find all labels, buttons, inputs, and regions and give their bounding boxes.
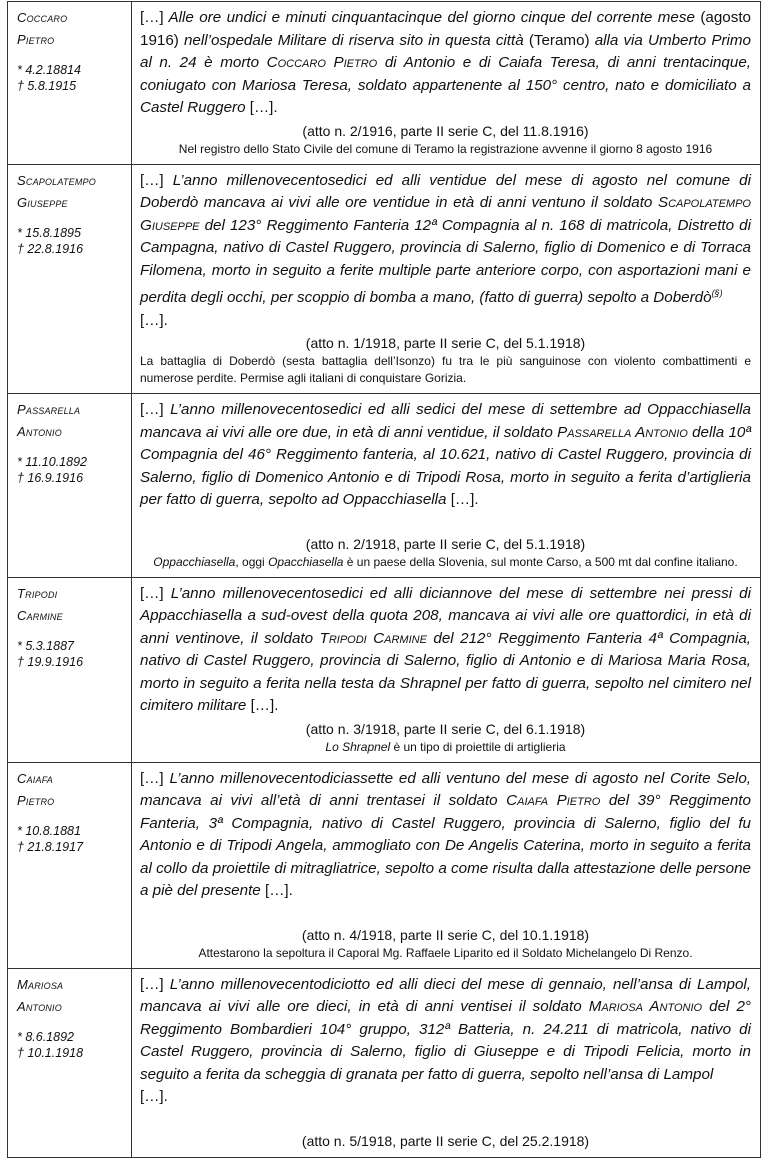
- text-segment: L’anno millenovecentosedici ed alli sedici del mese di settembre ad Oppacchiasella mancava ai vivi alle ore due, in età di anni ventidue, il soldato: [140, 401, 751, 441]
- act-reference: (atto n. 5/1918, parte II serie C, del 25.2.1918): [301, 1132, 590, 1149]
- surname: Tripodi: [17, 585, 58, 601]
- person-name: [17, 399, 127, 443]
- footnote-text: è un tipo di proiettile di artiglieria: [390, 739, 566, 754]
- record-row: [8, 394, 761, 578]
- ellipsis-open: […]: [140, 975, 164, 993]
- text-segment: L’anno millenovecentodiciassette ed alli ventuno del mese di agosto nel Corite Selo, mancava ai vivi all’età di anni trentasei il soldato: [140, 769, 751, 810]
- person-name: [17, 768, 127, 812]
- soldier-name: Coccaro Pietro: [266, 54, 378, 71]
- birth-date: * 10.8.1881: [17, 823, 81, 838]
- footnote-italic: Lo Shrapnel: [325, 739, 391, 754]
- surname: Caiafa: [17, 770, 53, 786]
- act-reference: (atto n. 2/1918, parte II serie C, del 5.1.1918): [305, 535, 586, 552]
- record-text-cell: [132, 2, 761, 165]
- record-text-cell: [132, 164, 761, 394]
- person-name: [17, 170, 127, 214]
- ellipsis-open: […]: [140, 401, 164, 419]
- text-segment: del 123° Reggimento Fanteria 12ª Compagnia al n. 168 di matricola, Distretto di Campagna, nativo di Castel Ruggero, provincia di Salerno, figlio di Domenico e di Torraca Filomena, morto in seguito a ferite multiple parte anteriore corpo, con asportazioni mani e perdita degli occhi, per scoppio di bomba a mano, (fatto di guerra) sepolto a Doberdò: [140, 216, 751, 307]
- act-reference: (atto n. 4/1918, parte II serie C, del 10.1.1918): [301, 926, 590, 943]
- record-row: [8, 968, 761, 1157]
- act-reference: (atto n. 2/1916, parte II serie C, del 11.8.1916): [302, 122, 589, 139]
- person-cell: [8, 577, 132, 762]
- death-records-table: [7, 1, 761, 1158]
- death-date: † 21.8.1917: [17, 839, 84, 854]
- text-segment: L’anno millenovecentosedici ed alli diciannove del mese di settembre nei pressi di Appacchiasella a sud-ovest della quota 208, mancava ai vivi alle ore quattordici, in età di anni ventinove, il soldato: [140, 584, 751, 647]
- record-text-cell: [132, 762, 761, 968]
- text-segment: L’anno millenovecentodiciotto ed alli dieci del mese di gennaio, nell’ansa di Lampol, mancava ai vivi alle ore dieci, in età di anni ventisei il soldato: [140, 975, 751, 1016]
- given-name: Carmine: [17, 607, 63, 623]
- given-name: Giuseppe: [17, 194, 68, 210]
- soldier-name: Passarella Antonio: [557, 423, 688, 441]
- soldier-name: Caiafa Pietro: [506, 792, 601, 810]
- given-name: Antonio: [17, 424, 62, 440]
- text-segment: Alle ore undici e minuti cinquantacinque del giorno cinque del corrente mese: [163, 9, 701, 26]
- record-text-cell: [132, 394, 761, 578]
- record-row: [8, 577, 761, 762]
- life-dates: [17, 225, 127, 257]
- soldier-name: Tripodi Carmine: [319, 629, 427, 647]
- birth-date: * 5.3.1887: [17, 638, 74, 653]
- act-reference: (atto n. 3/1918, parte II serie C, del 6.1.1918): [305, 720, 586, 737]
- surname: Coccaro: [17, 10, 68, 25]
- death-date: † 19.9.1916: [17, 654, 84, 669]
- death-record-text: [140, 768, 751, 903]
- text-segment: (Teramo): [528, 31, 590, 49]
- ellipsis-close: […].: [250, 697, 279, 715]
- life-dates: [17, 1029, 127, 1061]
- person-cell: [8, 164, 132, 394]
- ellipsis-close: […].: [249, 99, 278, 116]
- ellipsis-close: […].: [140, 1088, 168, 1106]
- ellipsis-open: […]: [140, 9, 164, 26]
- birth-date: * 4.2.18814: [17, 63, 81, 77]
- surname: Scapolatempo: [17, 172, 96, 188]
- life-dates: [17, 823, 127, 855]
- ellipsis-open: […]: [140, 171, 164, 189]
- death-date: † 16.9.1916: [17, 471, 84, 486]
- footnote: [140, 739, 751, 756]
- text-segment: di Antonio e di Caiafa Teresa, di anni trentacinque, coniugato con Mariosa Teresa, soldato appartenente al 150° centro, nato e domiciliato a Castel Ruggero: [140, 54, 751, 116]
- soldier-name: Mariosa Antonio: [588, 998, 703, 1016]
- birth-date: * 11.10.1892: [17, 455, 87, 470]
- text-segment: del 212° Reggimento Fanteria 4ª Compagnia, nativo di Castel Ruggero, provincia di Salerno, figlio di Antonio e di Mariosa Maria Rosa, morto in seguito a ferita nella testa da Shrapnel per fatto di guerra, sepolto nel cimitero nel cimitero militare: [140, 629, 751, 715]
- record-row: [8, 164, 761, 394]
- ellipsis-close: […].: [264, 882, 293, 900]
- life-dates: [17, 638, 127, 670]
- person-name: [17, 7, 127, 51]
- ellipsis-close: […].: [140, 311, 168, 329]
- death-record-text: [140, 7, 751, 120]
- record-text-cell: [132, 968, 761, 1157]
- life-dates: [17, 62, 127, 94]
- death-record-text: [140, 399, 751, 512]
- person-name: [17, 974, 127, 1018]
- text-segment: della 10ª Compagnia del 46° Reggimento fanteria, al 10.621, nativo di Castel Ruggero, provincia di Salerno, figlio di Domenico Antonio e di Tripodi Rosa, morto in seguito a ferita d’artiglieria per fatto di guerra, sepolto ad Oppacchiasella: [140, 423, 751, 509]
- person-cell: [8, 968, 132, 1157]
- footnote-italic: Opacchiasella: [268, 554, 344, 569]
- footnote-marker: (§): [711, 288, 723, 298]
- act-reference: (atto n. 1/1918, parte II serie C, del 5.1.1918): [305, 335, 586, 352]
- death-record-text: [140, 583, 751, 718]
- surname: Mariosa: [17, 976, 64, 992]
- text-segment: L’anno millenovecentosedici ed alli ventidue del mese di agosto nel comune di Doberdò mancava ai vivi alle ore ventidue in età di anni ventuno il soldato: [140, 171, 751, 211]
- text-segment: del 2° Reggimento Bombardieri 104° gruppo, 312ª Batteria, n. 24.211 di matricola, nativo di Castel Ruggero, provincia di Salerno, figlio di Giuseppe e di Tripodi Felicia, morto in seguito a ferita da scheggia di granata per fatto di guerra, sepolto nell’ansa di Lampol: [140, 998, 751, 1083]
- footnote: Nel registro dello Stato Civile del comune di Teramo la registrazione avvenne il giorno 8 agosto 1916: [178, 141, 713, 156]
- record-row: [8, 762, 761, 968]
- given-name: Pietro: [17, 32, 55, 47]
- ellipsis-close: […].: [450, 491, 479, 509]
- surname: Passarella: [17, 402, 81, 418]
- given-name: Pietro: [17, 792, 55, 808]
- death-date: † 10.1.1918: [17, 1045, 84, 1060]
- given-name: Antonio: [17, 998, 62, 1014]
- person-cell: [8, 394, 132, 578]
- death-record-text: [140, 170, 751, 333]
- footnote: Attestarono la sepoltura il Caporal Mg. Raffaele Liparito ed il Soldato Michelangelo Di Renzo.: [198, 945, 693, 960]
- birth-date: * 15.8.1895: [17, 225, 81, 240]
- footnote: La battaglia di Doberdò (sesta battaglia dell’Isonzo) fu tra le più sanguinose con violento combattimenti e numerose perdite. Permise agli italiani di conquistare Gorizia.: [140, 354, 751, 386]
- death-record-text: [140, 974, 751, 1109]
- life-dates: [17, 454, 127, 486]
- person-name: [17, 583, 127, 627]
- death-date: † 22.8.1916: [17, 241, 84, 256]
- footnote-text: è un paese della Slovenia, sul monte Carso, a 500 mt dal confine italiano.: [343, 554, 738, 569]
- record-text-cell: [132, 577, 761, 762]
- text-segment: nell’ospedale Militare di riserva sito in questa città: [178, 31, 529, 49]
- text-segment: alla via Umberto Primo al n. 24 è morto: [140, 31, 751, 71]
- text-segment: (agosto 1916): [140, 9, 751, 49]
- ellipsis-open: […]: [140, 769, 164, 787]
- soldier-name: Scapolatempo Giuseppe: [140, 194, 751, 234]
- person-cell: [8, 762, 132, 968]
- record-row: [8, 2, 761, 165]
- footnote-text: , oggi: [235, 554, 269, 569]
- footnote-italic: Oppacchiasella: [153, 554, 236, 569]
- death-date: † 5.8.1915: [17, 79, 77, 93]
- person-cell: [8, 2, 132, 165]
- ellipsis-open: […]: [140, 584, 164, 602]
- text-segment: del 39° Reggimento Fanteria, 3ª Compagnia, nativo di Castel Ruggero, provincia di Salerno, figlio del fu Antonio e di Tripodi Angela, ammogliato con De Angelis Caterina, morto in seguito a ferita al collo da proiettile di mitragliatrice, sepolto a come risulta dalla attestazione delle persone a piè del presente: [140, 792, 751, 900]
- footnote: [140, 554, 751, 571]
- birth-date: * 8.6.1892: [17, 1029, 74, 1044]
